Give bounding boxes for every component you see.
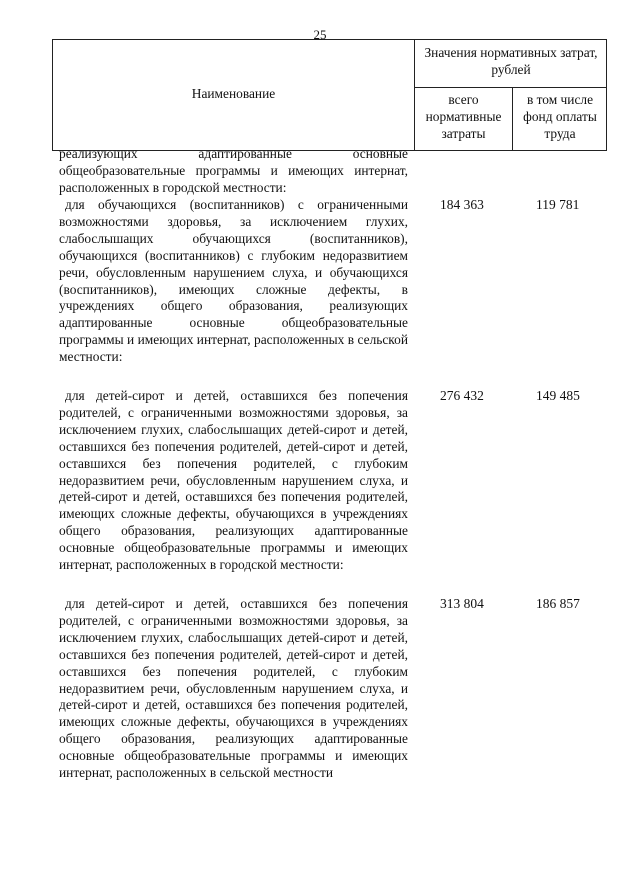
row-total: 313 804 — [440, 596, 484, 611]
table-header — [52, 39, 607, 151]
row-payroll: 119 781 — [536, 197, 580, 212]
text-paragraph: реализующих адаптированные основные общеобразовательные программы и имеющих интернат, расположенных в городской местности: — [59, 146, 408, 195]
row-total: 184 363 — [440, 197, 484, 212]
header-name: Наименование — [191, 86, 276, 101]
row-total: 276 432 — [440, 388, 484, 403]
row-text: для детей-сирот и детей, оставшихся без попечения родителей, с ограниченными возможностями здоровья, за исключением глухих, слабослышащих детей-сирот и детей, оставшихся без попечения родителей, детей-сирот и детей, оставшихся без попечения родителей, с глубоким недоразвитием речи, обусловленным нарушением слуха, и детей-сирот и детей, оставшихся без попечения родителей, имеющих сложные дефекты, обучающихся в учреждениях общего образования, реализующих адаптированные основные общеобразовательные программы и имеющих интернат, расположенных в городской местности: — [59, 388, 408, 573]
continuation-text — [59, 146, 408, 197]
subheader-divider — [414, 87, 607, 88]
header-values-group: Значения нормативных затрат, рублей — [424, 45, 598, 77]
header-payroll: в том числе фонд оплаты труда — [523, 92, 597, 141]
row-text: для детей-сирот и детей, оставшихся без попечения родителей, с ограниченными возможностями здоровья, за исключением глухих, слабослышащих детей-сирот и детей, оставшихся без попечения родителей, детей-сирот и детей, оставшихся без попечения родителей, с глубоким недоразвитием речи, обусловленным нарушением слуха, и детей-сирот и детей, оставшихся без попечения родителей, имеющих сложные дефекты, обучающихся в учреждениях общего образования, реализующих адаптированные основные общеобразовательные программы и имеющих интернат, расположенных в сельской местности — [59, 596, 408, 781]
table-row — [59, 388, 408, 574]
page-number: 25 — [313, 27, 327, 42]
row-payroll: 149 485 — [536, 388, 580, 403]
table-row — [59, 197, 408, 366]
header-total: всего нормативные затраты — [425, 92, 502, 141]
row-text: для обучающихся (воспитанников) с ограниченными возможностями здоровья, за исключением глухих, слабослышащих обучающихся (воспитанников), обучающихся (воспитанников) с глубоким недоразвитием речи, обусловленным нарушением слуха, и обучающихся (воспитанников), имеющих сложные дефекты, в учреждениях общего образования, реализующих адаптированные основные общеобразовательные программы и имеющих интернат, расположенных в сельской местности: — [59, 197, 408, 365]
row-payroll: 186 857 — [536, 596, 580, 611]
table-row — [59, 596, 408, 782]
